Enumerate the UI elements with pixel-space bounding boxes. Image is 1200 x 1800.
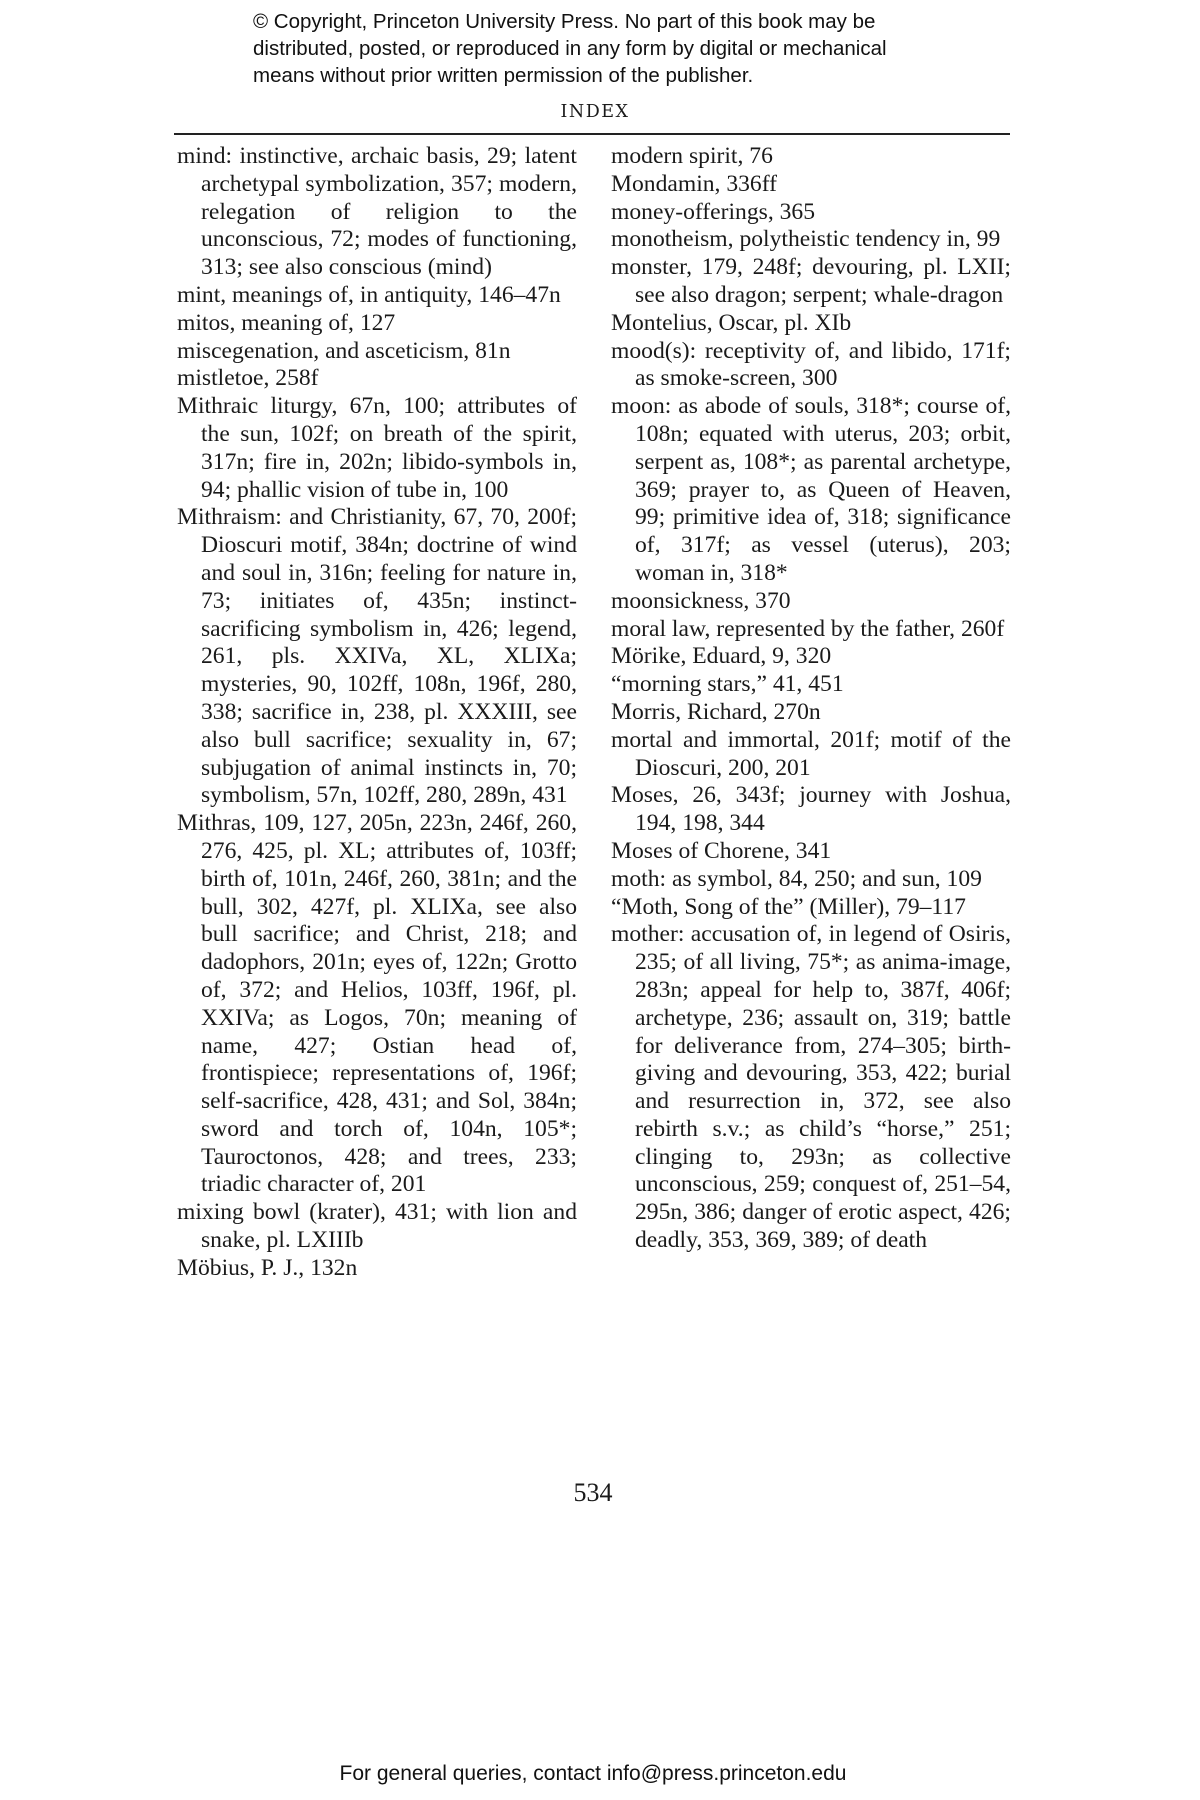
- index-entry: Moses, 26, 343f; journey with Joshua, 194, 198, 344: [611, 782, 1011, 837]
- index-entry: Möbius, P. J., 132n: [177, 1254, 358, 1281]
- index-entry: moon: as abode of souls, 318*; course of, 108n; equated with uterus, 203; orbit, serpent as, 108*; as parental archetype, 369; prayer to, as Queen of Heaven, 99; primitive idea of, 318; significance of, 317f; as vessel (uterus), 203; woman in, 318*: [611, 393, 1011, 586]
- index-entry: mind: instinctive, archaic basis, 29; latent archetypal symbolization, 357; modern, relegation of religion to the unconscious, 72; modes of functioning, 313; see also conscious (mind): [177, 143, 577, 281]
- index-entry: mood(s): receptivity of, and libido, 171f; as smoke-screen, 300: [611, 337, 1011, 392]
- index-entry: Mithraic liturgy, 67n, 100; attributes of the sun, 102f; on breath of the spirit, 317n; fire in, 202n; libido-symbols in, 94; phallic vision of tube in, 100: [177, 393, 577, 503]
- index-entry: Montelius, Oscar, pl. XIb: [611, 309, 852, 336]
- index-entry: “Moth, Song of the” (Miller), 79–117: [611, 893, 966, 920]
- copyright-line: © Copyright, Princeton University Press. No part of this book may be: [253, 10, 876, 33]
- copyright-notice: [253, 8, 973, 89]
- index-entry: Mithraism: and Christianity, 67, 70, 200f; Dioscuri motif, 384n; doctrine of wind and soul in, 316n; feeling for nature in, 73; initiates of, 435n; instinct-sacrificing symbolism in, 426; legend, 261, pls. XXIVa, XL, XLIXa; mysteries, 90, 102ff, 108n, 196f, 280, 338; sacrifice in, 238, pl. XXXIII, see also bull sacrifice; sexuality in, 67; subjugation of animal instincts in, 70; symbolism, 57n, 102ff, 280, 289n, 431: [177, 504, 577, 809]
- running-head: INDEX: [560, 102, 630, 122]
- index-entry: moonsickness, 370: [611, 587, 791, 614]
- index-entry: Mörike, Eduard, 9, 320: [611, 643, 832, 670]
- footer-contact: For general queries, contact info@press.princeton.edu: [339, 1762, 847, 1785]
- index-entry: money-offerings, 365: [611, 198, 816, 225]
- header-rule: [174, 133, 1010, 135]
- index-entry: moral law, represented by the father, 260f: [611, 615, 1005, 642]
- index-entry: Morris, Richard, 270n: [611, 698, 821, 725]
- index-entry: mortal and immortal, 201f; motif of the Dioscuri, 200, 201: [611, 726, 1011, 781]
- index-entry: modern spirit, 76: [611, 143, 773, 169]
- index-entry: mother: accusation of, in legend of Osiris, 235; of all living, 75*; as anima-image, 283n; appeal for help to, 387f, 406f; archetype, 236; assault on, 319; battle for deliverance from, 274–305; birth-giving and devouring, 353, 422; burial and resurrection in, 372, see also rebirth s.v.; as child’s “horse,” 251; clinging to, 293n; as collective unconscious, 259; conquest of, 251–54, 295n, 386; danger of erotic aspect, 426; deadly, 353, 369, 389; of death: [611, 921, 1011, 1254]
- index-entry: Mondamin, 336ff: [611, 170, 778, 197]
- index-column-right: [611, 143, 1011, 1255]
- index-entry: mixing bowl (krater), 431; with lion and snake, pl. LXIIIb: [177, 1199, 577, 1254]
- index-entry: moth: as symbol, 84, 250; and sun, 109: [611, 865, 982, 892]
- index-entry: monster, 179, 248f; devouring, pl. LXII; see also dragon; serpent; whale-dragon: [611, 254, 1011, 308]
- index-entry: monotheism, polytheistic tendency in, 99: [611, 226, 1001, 253]
- copyright-line: means without prior written permission of the publisher.: [253, 64, 754, 87]
- index-column-left: [177, 143, 577, 1283]
- copyright-line: distributed, posted, or reproduced in any form by digital or mechanical: [253, 37, 887, 60]
- index-entry: mint, meanings of, in antiquity, 146–47n: [177, 281, 561, 308]
- index-entry: mitos, meaning of, 127: [177, 309, 396, 336]
- index-entry: Moses of Chorene, 341: [611, 837, 832, 864]
- index-entry: miscegenation, and asceticism, 81n: [177, 337, 511, 364]
- index-entry: Mithras, 109, 127, 205n, 223n, 246f, 260, 276, 425, pl. XL; attributes of, 103ff; birth of, 101n, 246f, 260, 381n; and the bull, 302, 427f, pl. XLIXa, see also bull sacrifice; and Christ, 218; and dadophors, 201n; eyes of, 122n; Grotto of, 372; and Helios, 103ff, 196f, pl. XXIVa; as Logos, 70n; meaning of name, 427; Ostian head of, frontispiece; representations of, 196f; self-sacrifice, 428, 431; and Sol, 384n; sword and torch of, 104n, 105*; Tauroctonos, 428; and trees, 233; triadic character of, 201: [177, 810, 577, 1198]
- index-entry: mistletoe, 258f: [177, 365, 319, 392]
- index-entry: “morning stars,” 41, 451: [611, 671, 844, 698]
- page-number: 534: [573, 1478, 613, 1507]
